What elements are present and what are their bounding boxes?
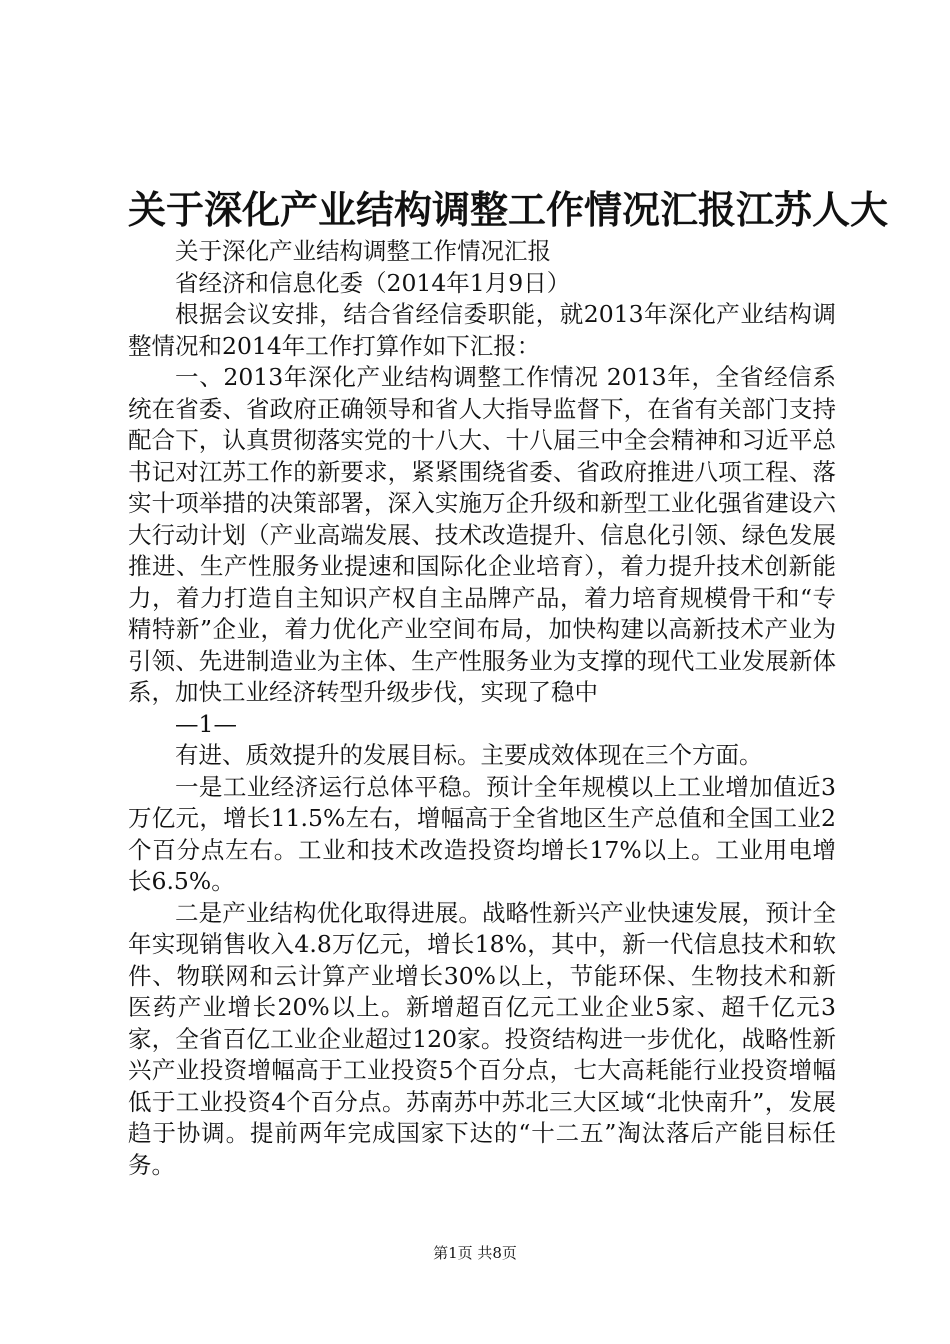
document-body xyxy=(128,236,836,1181)
body-paragraph: 有进、质效提升的发展目标。主要成效体现在三个方面。 xyxy=(175,741,763,769)
body-paragraph: 根据会议安排，结合省经信委职能，就2013年深化产业结构调整情况和2014年工作打算作如下汇报： xyxy=(128,300,836,360)
subtitle-line: 关于深化产业结构调整工作情况汇报 xyxy=(175,237,551,265)
body-paragraph: 一是工业经济运行总体平稳。预计全年规模以上工业增加值近3万亿元，增长11.5%左右，增幅高于全省地区生产总值和全国工业2个百分点左右。工业和技术改造投资均增长17%以上。工业用电增长6.5%。 xyxy=(128,772,836,895)
inline-page-number: —1— xyxy=(175,709,237,738)
body-paragraph: 二是产业结构优化取得进展。战略性新兴产业快速发展，预计全年实现销售收入4.8万亿元，增长18%，其中，新一代信息技术和软件、物联网和云计算产业增长30%以上，节能环保、生物技术和新医药产业增长20%以上。新增超百亿元工业企业5家、超千亿元3家，全省百亿工业企业超过120家。投资结构进一步优化，战略性新兴产业投资增幅高于工业投资5个百分点，七大高耗能行业投资增幅低于工业投资4个百分点。苏南苏中苏北三大区域“北快南升”，发展趋于协调。提前两年完成国家下达的“十二五”淘汰落后产能目标任务。 xyxy=(128,898,836,1179)
body-paragraph: 一、2013年深化产业结构调整工作情况 2013年，全省经信系统在省委、省政府正确领导和省人大指导监督下，在省有关部门支持配合下，认真贯彻落实党的十八大、十八届三中全会精神和习近平总书记对江苏工作的新要求，紧紧围绕省委、省政府推进八项工程、落实十项举措的决策部署，深入实施万企升级和新型工业化强省建设六大行动计划（产业高端发展、技术改造提升、信息化引领、绿色发展推进、生产性服务业提速和国际化企业培育），着力提升技术创新能力，着力打造自主知识产权自主品牌产品，着力培育规模骨干和“专精特新”企业，着力优化产业空间布局，加快构建以高新技术产业为引领、先进制造业为主体、生产性服务业为支撑的现代工业发展新体系，加快工业经济转型升级步伐，实现了稳中 xyxy=(128,363,836,706)
document-title: 关于深化产业结构调整工作情况汇报江苏人大 xyxy=(128,187,889,232)
issuer-date-line: 省经济和信息化委（2014年1月9日） xyxy=(175,268,571,297)
page-footer: 第1页 共8页 xyxy=(433,1244,517,1262)
